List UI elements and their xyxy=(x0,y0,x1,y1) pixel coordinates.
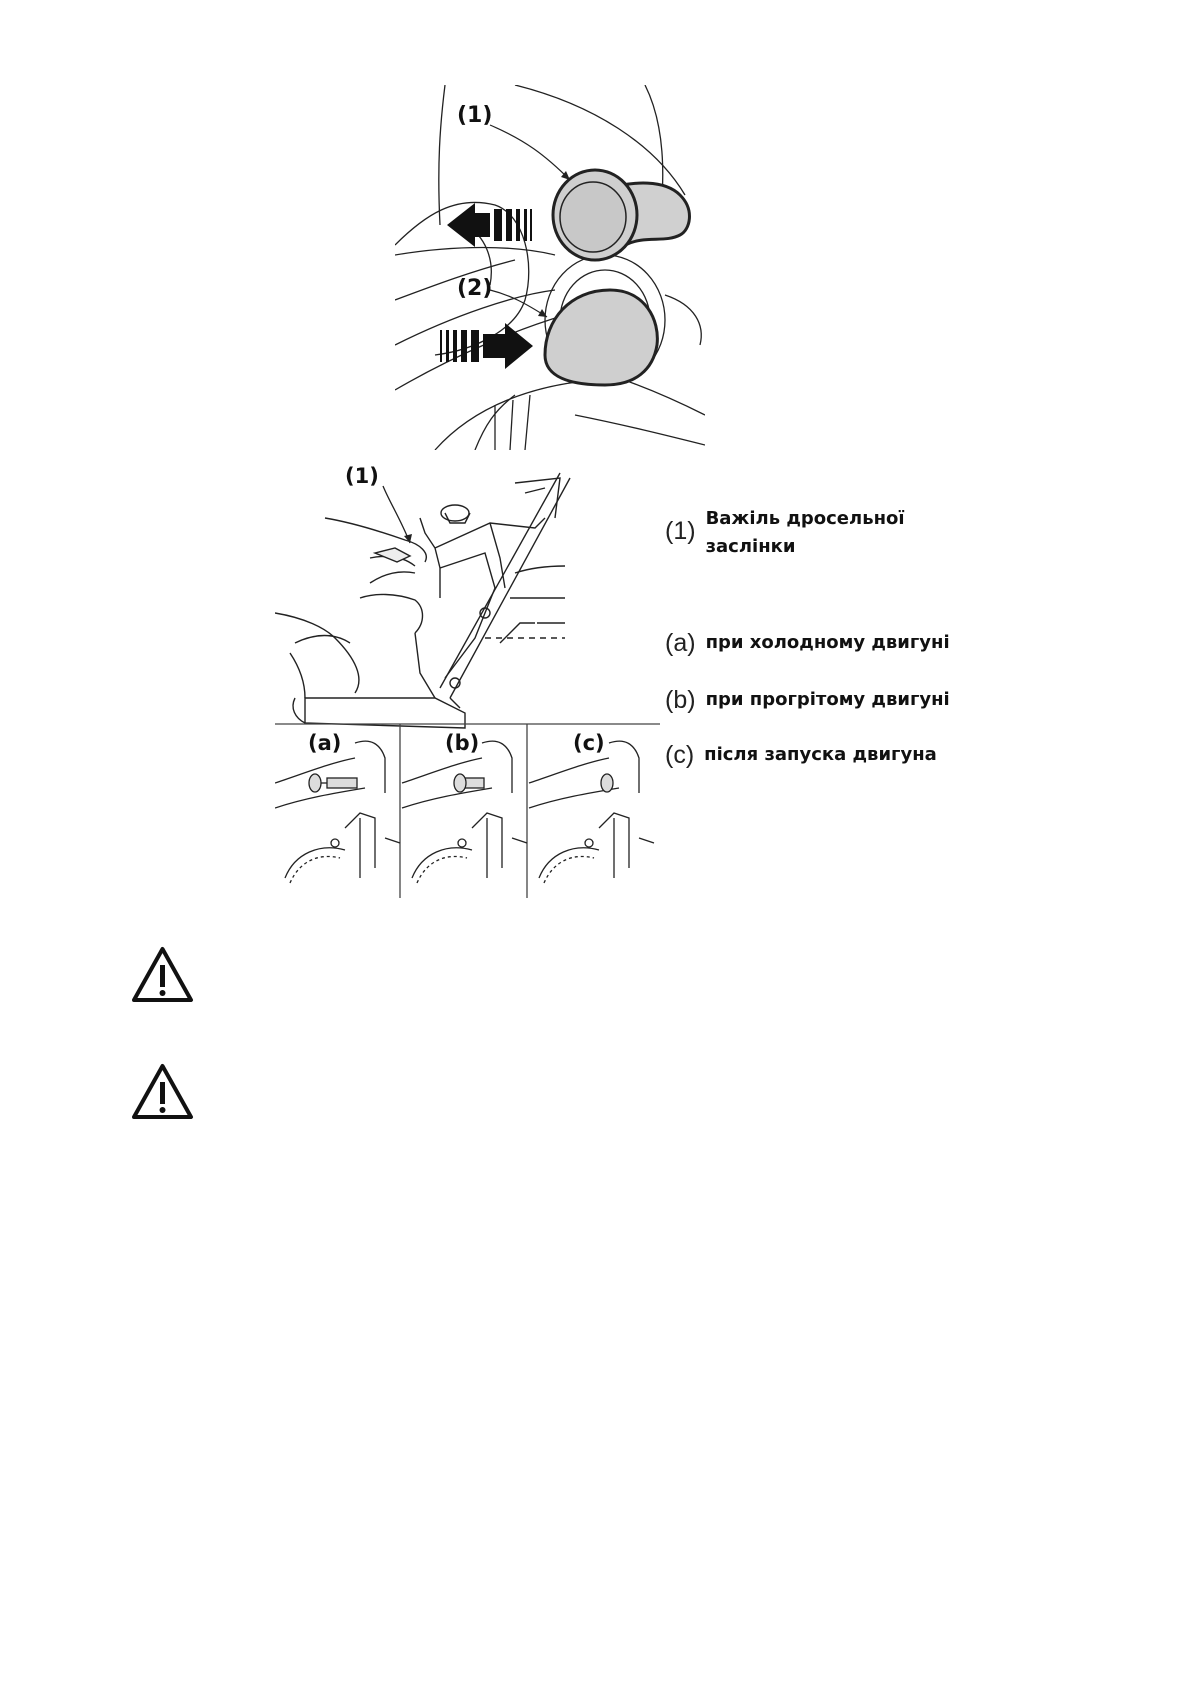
choke-knob-drawing xyxy=(395,85,705,450)
legend-item-a xyxy=(665,629,950,657)
legend-key-a: (a) xyxy=(665,629,696,657)
legend-text-a: при холодному двигуні xyxy=(705,632,950,653)
panel-c-drawing xyxy=(529,741,654,883)
legend-text-c: після запуска двигуна xyxy=(704,744,937,765)
panel-a-drawing xyxy=(275,741,400,883)
legend-text-1-line1: Важіль дросельної xyxy=(705,508,905,529)
choke-lever-drawing xyxy=(275,458,660,898)
panel-label-a: (a) xyxy=(308,731,342,755)
panel-b-drawing xyxy=(402,741,527,883)
legend-item-1 xyxy=(665,505,905,561)
legend-item-c xyxy=(665,741,937,769)
warning-icon xyxy=(130,1062,195,1122)
legend-text-b: при прогрітому двигуні xyxy=(705,689,950,710)
top-callout-2: (2) xyxy=(457,276,493,301)
warning-icon xyxy=(130,945,195,1005)
top-callout-1: (1) xyxy=(457,103,493,128)
panel-label-c: (c) xyxy=(573,731,605,755)
bottom-callout-1: (1) xyxy=(345,464,379,488)
legend-key-1: (1) xyxy=(665,517,696,545)
panel-label-b: (b) xyxy=(445,731,480,755)
bottom-illustration xyxy=(275,458,660,898)
top-illustration xyxy=(395,85,705,450)
legend-text-1-line2: заслінки xyxy=(705,536,796,557)
legend-key-b: (b) xyxy=(665,686,696,714)
legend-item-b xyxy=(665,686,950,714)
legend-key-c: (c) xyxy=(665,741,695,769)
